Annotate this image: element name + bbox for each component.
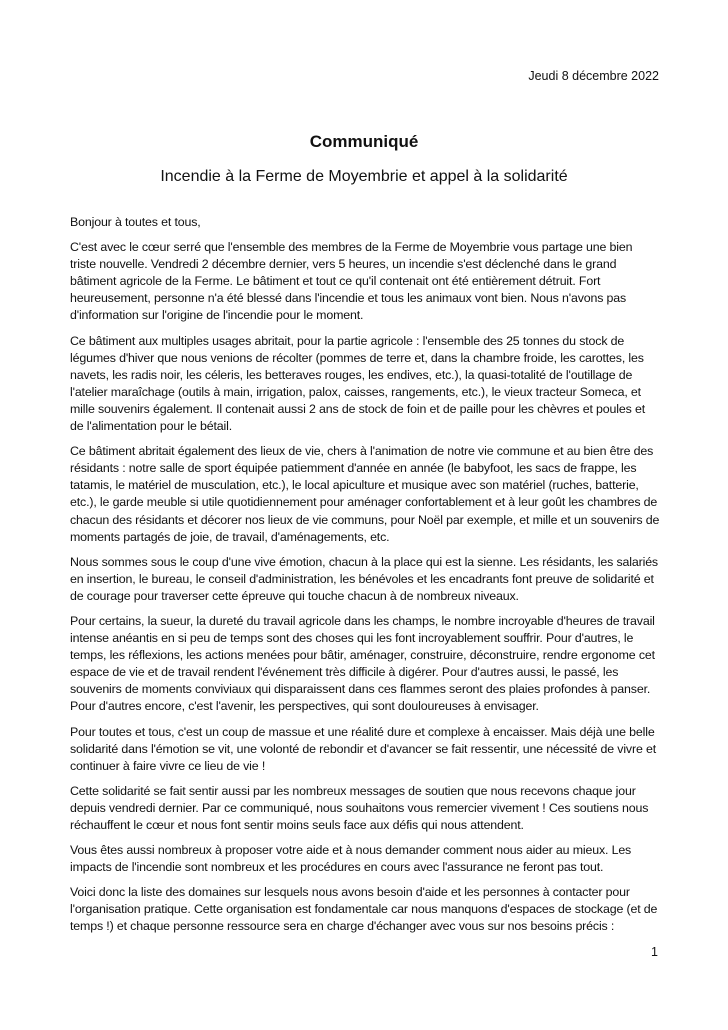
paragraph: Cette solidarité se fait sentir aussi par les nombreux messages de soutien que nous recevons chaque jour depuis vendredi dernier. Par ce communiqué, nous souhaitons vous remercier vivement ! Ces soutiens nous réchauffent le cœur et nous font sentir moins seuls face aux défis qui nous attendent. (70, 783, 649, 832)
greeting: Bonjour à toutes et tous, (70, 215, 201, 229)
paragraph: Vous êtes aussi nombreux à proposer votre aide et à nous demander comment nous aider au mieux. Les impacts de l'incendie sont nombreux et les procédures en cours avec l'assurance ne feront pas tout. (70, 843, 632, 875)
paragraph: Voici donc la liste des domaines sur lesquels nous avons besoin d'aide et les personnes à contacter pour l'organisation pratique. Cette organisation est fondamentale car nous manquons d'espaces de stockage (et de temps !) et chaque personne ressource sera en charge d'échanger avec vous sur nos besoins précis : (70, 885, 658, 934)
document-date: Jeudi 8 décembre 2022 (528, 69, 659, 83)
page-number: 1 (651, 945, 658, 959)
document-body (70, 214, 660, 944)
paragraph: Pour toutes et tous, c'est un coup de massue et une réalité dure et complexe à encaisser. Mais déjà une belle solidarité dans l'émotion se vit, une volonté de rebondir et d'avancer se fait ressentir, une nécessité de vivre et continuer à faire vivre ce lieu de vie ! (70, 724, 657, 773)
paragraph: Pour certains, la sueur, la dureté du travail agricole dans les champs, le nombre incroyable d'heures de travail intense anéantis en si peu de temps sont des choses qui les font incroyablement souffrir. Pour d'autres, le temps, les réflexions, les actions menées pour bâtir, aménager, construire, déconstruire, rendre ergonome cet espace de vie et de travail rendent l'événement très difficile à digérer. Pour d'autres aussi, le passé, les souvenirs de moments conviviaux qui disparaissent dans ces flammes seront des plaies profondes à panser. Pour d'autres encore, c'est l'avenir, les perspectives, qui sont douloureuses à envisager. (70, 613, 655, 714)
paragraph: Nous sommes sous le coup d'une vive émotion, chacun à la place qui est la sienne. Les résidants, les salariés en insertion, le bureau, le conseil d'administration, les bénévoles et les encadrants font preuve de solidarité et de courage pour traverser cette épreuve qui touche chacun à de nombreux niveaux. (70, 554, 658, 603)
document-subtitle: Incendie à la Ferme de Moyembrie et appel à la solidarité (160, 168, 568, 185)
paragraph: C'est avec le cœur serré que l'ensemble des membres de la Ferme de Moyembrie vous partage une bien triste nouvelle. Vendredi 2 décembre dernier, vers 5 heures, un incendie s'est déclenché dans le grand bâtiment agricole de la Ferme. Le bâtiment et tout ce qu'il contenait ont été entièrement détruit. Fort heureusement, personne n'a été blessé dans l'incendie et tous les animaux vont bien. Nous n'avons pas d'information sur l'origine de l'incendie pour le moment. (70, 240, 633, 323)
paragraph: Ce bâtiment abritait également des lieux de vie, chers à l'animation de notre vie commune et au bien être des résidants : notre salle de sport équipée patiemment d'année en année (le babyfoot, les sacs de frappe, les tatamis, le matériel de musculation, etc.), le local apiculture et musique avec son matériel (ruches, batterie, etc.), le garde meuble si utile quotidiennement pour aménager confortablement et à leur goût les chambres de chacun des résidants et décorer nos lieux de vie communs, pour Noël par exemple, et mille et un souvenirs de moments partagés de joie, de travail, d'aménagements, etc. (70, 444, 660, 544)
document-title: Communiqué (309, 132, 419, 151)
paragraph: Ce bâtiment aux multiples usages abritait, pour la partie agricole : l'ensemble des 25 tonnes du stock de légumes d'hiver que nous venions de récolter (pommes de terre et, dans la chambre froide, les carottes, les navets, les radis noir, les céleris, les betteraves rouges, les endives, etc.), la quasi-totalité de l'outillage de l'atelier maraîchage (outils à main, irrigation, palox, caisses, rangements, etc.), le vieux tracteur Someca, et mille souvenirs également. Il contenait aussi 2 ans de stock de foin et de paille pour les chèvres et poules et de l'alimentation pour le bétail. (70, 333, 645, 434)
